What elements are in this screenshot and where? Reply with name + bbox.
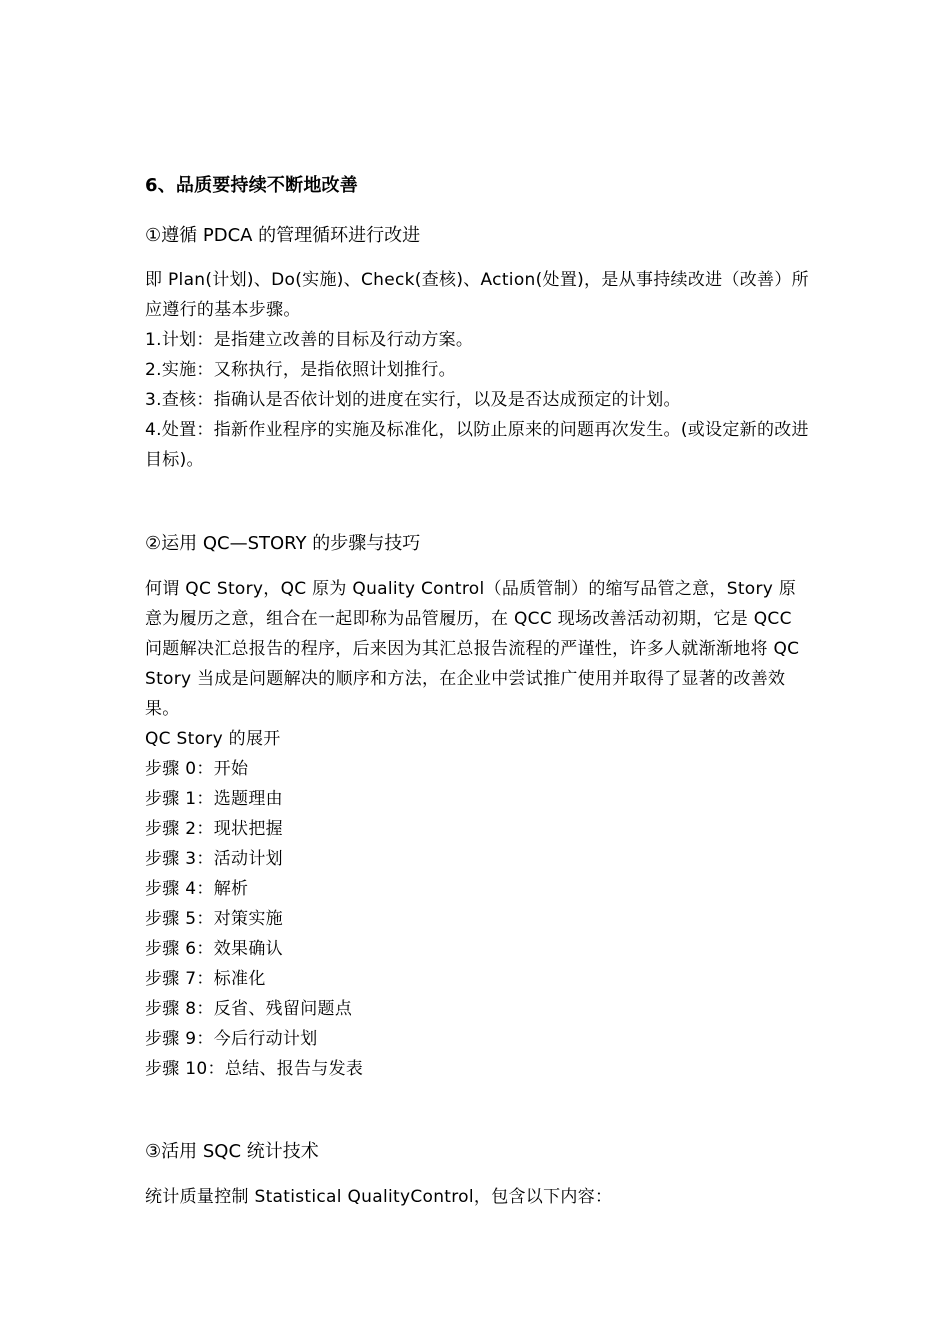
section-heading-qc-story: ②运用 QC—STORY 的步骤与技巧	[145, 533, 421, 554]
main-heading: 6、品质要持续不断地改善	[145, 175, 358, 196]
list-item: 4.处置：指新作业程序的实施及标准化，以防止原来的问题再次发生。(或设定新的改进目标)。	[145, 420, 809, 470]
pdca-intro-paragraph: 即 Plan(计划)、Do(实施)、Check(查核)、Action(处置)，是从事持续改进（改善）所应遵行的基本步骤。	[145, 270, 809, 320]
list-item: 3.查核：指确认是否依计划的进度在实行，以及是否达成预定的计划。	[145, 390, 681, 410]
section-heading-sqc: ③活用 SQC 统计技术	[145, 1141, 319, 1162]
list-item: 2.实施：又称执行，是指依照计划推行。	[145, 360, 456, 380]
qc-story-intro-paragraph: 何谓 QC Story，QC 原为 Quality Control（品质管制）的缩写品管之意，Story 原意为履历之意，组合在一起即称为品管履历，在 QCC 现场改善活动初期，它是 QCC 问题解决汇总报告的程序，后来因为其汇总报告流程的严谨性，许多人就渐渐地将 QC Story 当成是问题解决的顺序和方法，在企业中尝试推广使用并取得了显著的改善效果。	[145, 579, 800, 719]
list-item: 步骤 9：今后行动计划	[145, 1029, 318, 1049]
sqc-intro-paragraph: 统计质量控制 Statistical QualityControl，包含以下内容：	[145, 1187, 613, 1207]
section-heading-pdca: ①遵循 PDCA 的管理循环进行改进	[145, 225, 421, 246]
list-item: QC Story 的展开	[145, 729, 281, 749]
list-item: 步骤 8：反省、残留问题点	[145, 999, 353, 1019]
section-body-qc-story	[145, 574, 810, 1084]
list-item: 步骤 3：活动计划	[145, 849, 283, 869]
qc-story-steps-list	[145, 724, 810, 1084]
list-item: 步骤 1：选题理由	[145, 789, 283, 809]
list-item: 步骤 10：总结、报告与发表	[145, 1059, 364, 1079]
list-item: 步骤 7：标准化	[145, 969, 266, 989]
section-body-sqc	[145, 1182, 810, 1212]
list-item: 步骤 2：现状把握	[145, 819, 283, 839]
list-item: 步骤 6：效果确认	[145, 939, 283, 959]
list-item: 步骤 5：对策实施	[145, 909, 283, 929]
list-item: 步骤 0：开始	[145, 759, 249, 779]
list-item: 步骤 4：解析	[145, 879, 249, 899]
list-item: 1.计划：是指建立改善的目标及行动方案。	[145, 330, 474, 350]
section-body-pdca	[145, 265, 810, 475]
